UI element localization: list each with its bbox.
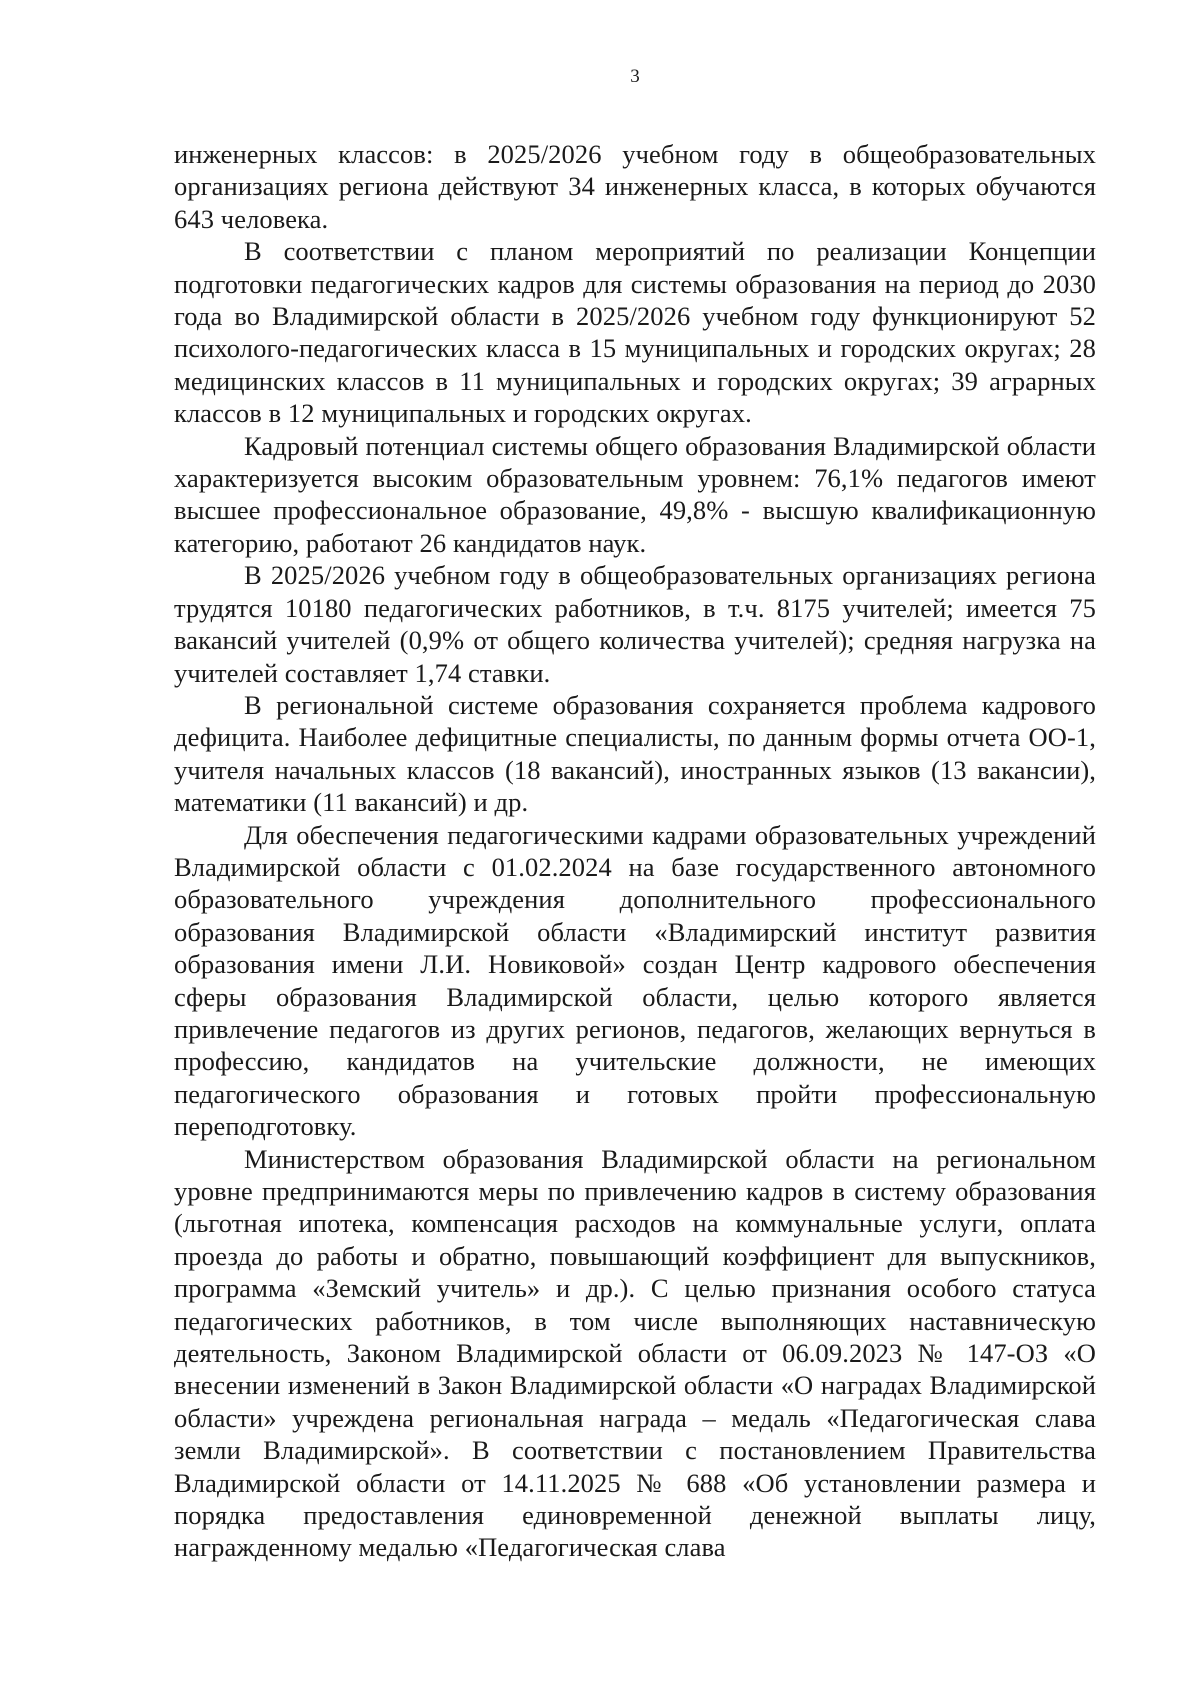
paragraph-staff-deficit: В региональной системе образования сохраняется проблема кадрового дефицита. Наиболее дефицитные специалисты, по данным формы отчета ОО-1, учителя начальных классов (18 вакансий), иностранных языков (13 вакансии), математики (11 вакансий) и др.	[174, 689, 1096, 818]
paragraph-pedagogical-classes: В соответствии с планом мероприятий по реализации Концепции подготовки педагогических кадров для системы образования на период до 2030 года во Владимирской области в 2025/2026 учебном году функционируют 52 психолого-педагогических класса в 15 муниципальных и городских округах; 28 медицинских классов в 11 муниципальных и городских округах; 39 аграрных классов в 12 муниципальных и городских округах.	[174, 236, 1096, 429]
paragraph-ministry-measures: Министерством образования Владимирской области на региональном уровне предпринимаются меры по привлечению кадров в систему образования (льготная ипотека, компенсация расходов на коммунальные услуги, оплата проезда до работы и обратно, повышающий коэффициент для выпускников, программа «Земский учитель» и др.). С целью признания особого статуса педагогических работников, в том числе выполняющих наставническую деятельность, Законом Владимирской области от 06.09.2023 № 147-ОЗ «О внесении изменений в Закон Владимирской области «О наградах Владимирской области» учреждена региональная награда – медаль «Педагогическая слава земли Владимирской». В соответствии с постановлением Правительства Владимирской области от 14.11.2025 № 688 «Об установлении размера и порядка предоставления единовременной денежной выплаты лицу, награжденному медалью «Педагогическая слава	[174, 1143, 1096, 1563]
page-number: 3	[630, 66, 640, 87]
paragraph-staff-numbers: В 2025/2026 учебном году в общеобразовательных организациях региона трудятся 10180 педагогических работников, в т.ч. 8175 учителей; имеется 75 вакансий учителей (0,9% от общего количества учителей); средняя нагрузка на учителей составляет 1,74 ставки.	[174, 560, 1096, 688]
paragraph-staff-potential: Кадровый потенциал системы общего образования Владимирской области характеризуется высоким образовательным уровнем: 76,1% педагогов имеют высшее профессиональное образование, 49,8% - высшую квалификационную категорию, работают 26 кандидатов наук.	[174, 430, 1096, 558]
paragraph-staffing-center: Для обеспечения педагогическими кадрами образовательных учреждений Владимирской области с 01.02.2024 на базе государственного автономного образовательного учреждения дополнительного профессионального образования Владимирской области «Владимирский институт развития образования имени Л.И. Новиковой» создан Центр кадрового обеспечения сферы образования Владимирской области, целью которого является привлечение педагогов из других регионов, педагогов, желающих вернуться в профессию, кандидатов на учительские должности, не имеющих педагогического образования и готовых пройти профессиональную переподготовку.	[174, 819, 1096, 1142]
paragraph-engineering-classes: инженерных классов: в 2025/2026 учебном году в общеобразовательных организациях региона действуют 34 инженерных класса, в которых обучаются 643 человека.	[174, 139, 1096, 234]
